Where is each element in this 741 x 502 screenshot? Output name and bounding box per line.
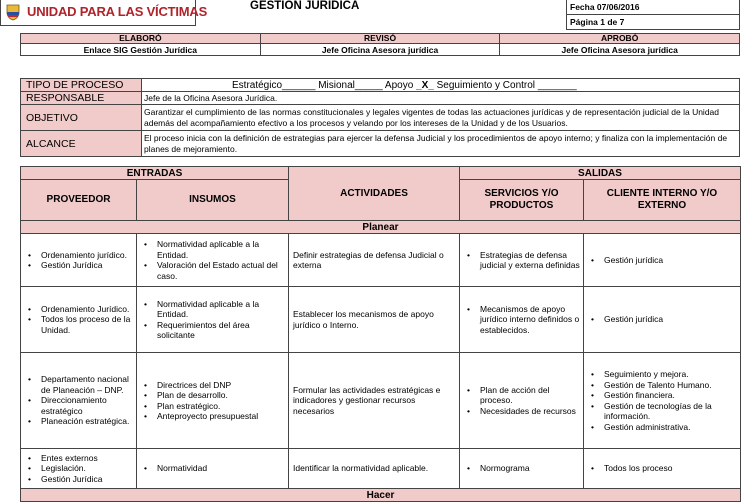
list-item: • Normatividad aplicable a la Entidad. [140, 239, 285, 260]
document-title: GESTION JURÍDICA [250, 0, 360, 12]
list-item: • Valoración del Estado actual del caso. [140, 260, 285, 281]
alcance-label: ALCANCE [21, 131, 142, 157]
actividades-header: ACTIVIDADES [289, 167, 460, 221]
tipo-blank-3: _______ [537, 79, 577, 91]
insumos-cell [137, 234, 289, 287]
coat-of-arms-icon [5, 3, 21, 21]
document-meta [566, 0, 740, 30]
actividad-cell: Establecer los mecanismos de apoyo jurídico o Interno. [289, 287, 460, 353]
tipo-blank-1: ______ [282, 79, 316, 91]
list-item: • Requerimientos del área solicitante [140, 320, 285, 341]
alcance-value: El proceso inicia con la definición de estrategias para ejercer la defensa Judicial y los procedimientos de apoyo interno; y finaliza con la implementación de planes de mejoramiento. [142, 131, 740, 157]
cliente-header: CLIENTE INTERNO Y/O EXTERNO [584, 180, 741, 221]
table-row [21, 353, 741, 449]
list-item: • Mecanismos de apoyo jurídico interno definidos o establecidos. [463, 304, 580, 336]
list-item: • Gestión jurídica [587, 255, 737, 266]
process-characterization-table [20, 166, 741, 502]
aprobo-value: Jefe Oficina Asesora jurídica [500, 44, 740, 56]
phase-planear: Planear [21, 221, 741, 234]
tipo-proceso-value [142, 79, 740, 92]
list-item: • Direccionamiento estratégico [24, 395, 133, 416]
reviso-header: REVISÓ [260, 34, 500, 44]
tipo-blank-2: _____ [354, 79, 383, 91]
list-item: • Todos los proceso de la Unidad. [24, 314, 133, 335]
list-item: • Gestión de Talento Humano. [587, 380, 737, 391]
list-item: • Planeación estratégica. [24, 416, 133, 427]
servicios-cell [460, 353, 584, 449]
list-item: • Ordenamiento jurídico. [24, 250, 133, 261]
insumos-cell [137, 449, 289, 489]
phase-hacer: Hacer [21, 489, 741, 502]
list-item: • Gestión de tecnologías de la información. [587, 401, 737, 422]
list-item: • Legislación. [24, 463, 133, 474]
list-item: • Gestión Jurídica [24, 474, 133, 485]
insumos-header: INSUMOS [137, 180, 289, 221]
tipo-apoyo: Apoyo [384, 79, 414, 91]
elaboro-value: Enlace SIG Gestión Jurídica [21, 44, 261, 56]
list-item: • Normatividad aplicable a la Entidad. [140, 299, 285, 320]
elaboro-header: ELABORÓ [21, 34, 261, 44]
document-header [0, 0, 740, 33]
list-item: • Plan de acción del proceso. [463, 385, 580, 406]
objetivo-label: OBJETIVO [21, 105, 142, 131]
tipo-seguimiento: Seguimiento y Control [436, 79, 536, 91]
servicios-cell [460, 234, 584, 287]
proveedor-header: PROVEEDOR [21, 180, 137, 221]
tipo-estrategico: Estratégico [232, 79, 283, 91]
actividad-cell: Identificar la normatividad aplicable. [289, 449, 460, 489]
table-row [21, 449, 741, 489]
cliente-cell [584, 353, 741, 449]
page-number: Página 1 de 7 [567, 15, 739, 30]
process-info-table [20, 78, 740, 157]
list-item: • Gestión financiera. [587, 390, 737, 401]
tipo-misional: Misional [318, 79, 355, 91]
table-row [21, 234, 741, 287]
list-item: • Gestión Jurídica [24, 260, 133, 271]
list-item: • Normatividad [140, 463, 285, 474]
list-item: • Todos los proceso [587, 463, 737, 474]
servicios-header: SERVICIOS Y/O PRODUCTOS [460, 180, 584, 221]
document-date: Fecha 07/06/2016 [567, 0, 739, 15]
actividad-cell: Definir estrategias de defensa Judicial o externa [289, 234, 460, 287]
proveedor-cell [21, 287, 137, 353]
cliente-cell [584, 449, 741, 489]
insumos-cell [137, 353, 289, 449]
list-item: • Estrategias de defensa judicial y externa definidas [463, 250, 580, 271]
list-item: • Gestión administrativa. [587, 422, 737, 433]
cliente-cell [584, 287, 741, 353]
list-item: • Departamento nacional de Planeación – DNP. [24, 374, 133, 395]
list-item: • Seguimiento y mejora. [587, 369, 737, 380]
logo [0, 0, 208, 26]
logo-text-victimas: LAS VÍCTIMAS [117, 4, 208, 19]
signature-table [20, 33, 740, 56]
insumos-cell [137, 287, 289, 353]
proveedor-cell [21, 234, 137, 287]
proveedor-cell [21, 449, 137, 489]
list-item: • Ordenamiento Jurídico. [24, 304, 133, 315]
servicios-cell [460, 287, 584, 353]
salidas-header: SALIDAS [460, 167, 741, 180]
servicios-cell [460, 449, 584, 489]
tipo-proceso-label: TIPO DE PROCESO [21, 79, 142, 92]
aprobo-header: APROBÓ [500, 34, 740, 44]
list-item: • Entes externos [24, 453, 133, 464]
tipo-mark: _X_ [416, 79, 434, 91]
responsable-label: RESPONSABLE [21, 92, 142, 105]
cliente-cell [584, 234, 741, 287]
responsable-value: Jefe de la Oficina Asesora Jurídica. [142, 92, 740, 105]
actividad-cell: Formular las actividades estratégicas e indicadores y gestionar recursos necesarios [289, 353, 460, 449]
objetivo-value: Garantizar el cumplimiento de las normas constitucionales y legales vigentes de todas las actuaciones jurídicas y de representación judicial de la Unidad además del acompañamiento efectivo a los procesos y velando por los intereses de la Unidad y de los Usuarios. [142, 105, 740, 131]
list-item: • Directrices del DNP [140, 380, 285, 391]
list-item: • Normograma [463, 463, 580, 474]
logo-text-unidad: UNIDAD PARA [27, 4, 118, 19]
list-item: • Anteproyecto presupuestal [140, 411, 285, 422]
table-row [21, 287, 741, 353]
reviso-value: Jefe Oficina Asesora jurídica [260, 44, 500, 56]
list-item: • Plan de desarrollo. [140, 390, 285, 401]
list-item: • Gestión jurídica [587, 314, 737, 325]
entradas-header: ENTRADAS [21, 167, 289, 180]
list-item: • Necesidades de recursos [463, 406, 580, 417]
list-item: • Plan estratégico. [140, 401, 285, 412]
proveedor-cell [21, 353, 137, 449]
